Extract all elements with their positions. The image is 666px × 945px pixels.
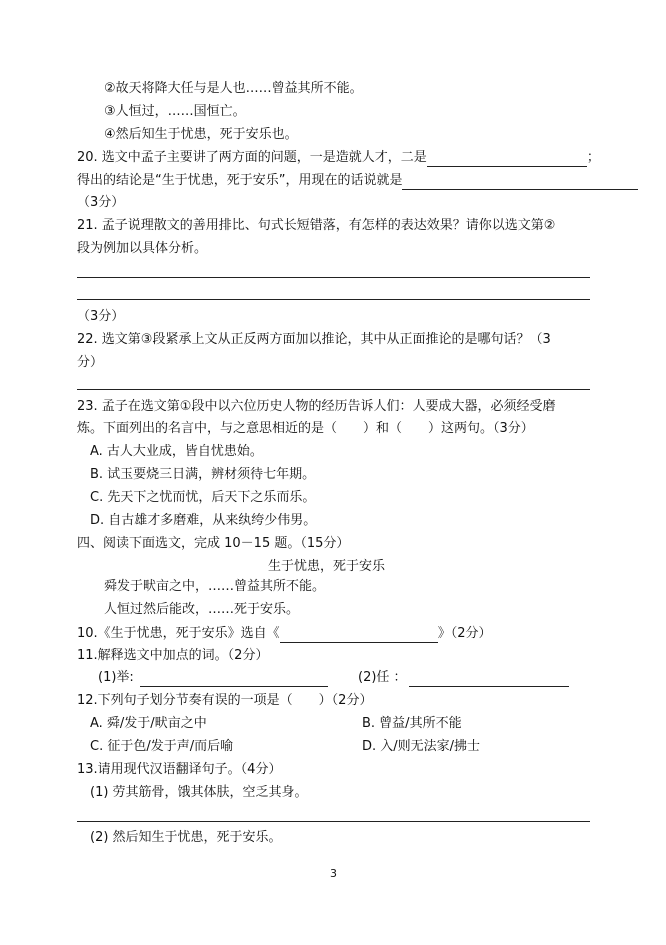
question-12-option-d: D. 入/则无法家/拂士 <box>362 739 481 754</box>
question-10-text: 10.《生于忧患，死于安乐》选自《 <box>77 626 280 641</box>
question-21-line-2: 段为例加以具体分析。 <box>77 241 208 256</box>
question-13: 13.请用现代汉语翻译句子。（4分） <box>77 762 282 777</box>
section-4-passage-1: 舜发于畎亩之中，……曾益其所不能。 <box>104 579 326 594</box>
answer-blank-11-2[interactable] <box>409 672 569 687</box>
passage-line-2: ②故天将降大任与是人也……曾益其所不能。 <box>104 81 363 96</box>
section-4-passage-2: 人恒过然后能改，……死于安乐。 <box>104 602 300 617</box>
question-20-text-a: 20. 选文中孟子主要讲了两方面的问题，一是造就人才，二是 <box>77 150 427 165</box>
question-23-option-c: C. 先天下之忧而忧，后天下之乐而乐。 <box>90 490 316 505</box>
section-4-title: 生于忧患，死于安乐 <box>268 559 386 574</box>
answer-line-13-1[interactable] <box>77 821 590 822</box>
question-12-option-c: C. 征于色/发于声/而后喻 <box>90 739 234 754</box>
question-22-line-2: 分） <box>77 355 104 370</box>
question-12-option-a: A. 舜/发于/畎亩之中 <box>90 716 207 731</box>
answer-line-22[interactable] <box>77 389 590 390</box>
passage-line-4: ④然后知生于忧患，死于安乐也。 <box>104 127 298 142</box>
answer-blank-20a[interactable] <box>427 152 587 167</box>
answer-line-21b[interactable] <box>77 299 590 300</box>
question-23-line-1: 23. 孟子在选文第①段中以六位历史人物的经历告诉人们：人要成大器，必须经受磨 <box>77 399 556 414</box>
question-21-score: （3分） <box>77 309 125 324</box>
question-23-line-2: 炼。下面列出的名言中，与之意思相近的是（ ）和（ ）这两句。（3分） <box>77 421 534 436</box>
section-4-heading: 四、阅读下面选文，完成 10－15 题。（15分） <box>77 536 350 551</box>
question-11: 11.解释选文中加点的词。（2分） <box>77 648 269 663</box>
question-23-option-d: D. 自古雄才多磨难，从来纨绔少伟男。 <box>90 513 317 528</box>
question-20-semicolon: ； <box>586 150 600 165</box>
page-number: 3 <box>330 867 337 880</box>
question-20-text-b: 得出的结论是“生于忧患，死于安乐”，用现在的话说就是 <box>77 173 403 188</box>
question-23-option-a: A. 古人大业成，皆自忧患始。 <box>90 444 263 459</box>
question-12-option-b: B. 曾益/其所不能 <box>362 716 462 731</box>
answer-blank-20b[interactable] <box>402 175 638 190</box>
question-20-line-1 <box>77 149 600 167</box>
question-22-line-1: 22. 选文第③段紧承上文从正反两方面加以推论，其中从正面推论的是哪句话？（3 <box>77 332 551 347</box>
question-11-item-2 <box>358 669 569 687</box>
question-11-label-2: (2)任 ： <box>358 670 407 685</box>
question-21-line-1: 21. 孟子说理散文的善用排比、句式长短错落，有怎样的表达效果？请你以选文第② <box>77 218 556 233</box>
question-12: 12.下列句子划分节奏有误的一项是（ ）（2分） <box>77 693 373 708</box>
passage-line-3: ③人恒过，……国恒亡。 <box>104 104 246 119</box>
answer-line-21a[interactable] <box>77 277 590 278</box>
question-23-option-b: B. 试玉要烧三日满，辨材须待七年期。 <box>90 467 316 482</box>
answer-blank-10[interactable] <box>280 628 438 643</box>
question-10-score: 》（2分） <box>437 626 492 641</box>
question-13-item-2: (2) 然后知生于忧患，死于安乐。 <box>90 830 282 845</box>
question-20-line-2 <box>77 172 638 190</box>
question-10 <box>77 625 491 643</box>
question-13-item-1: (1) 劳其筋骨，饿其体肤，空乏其身。 <box>90 785 308 800</box>
answer-blank-11-1[interactable] <box>140 672 328 687</box>
question-20-score: （3分） <box>77 195 125 210</box>
question-11-label-1: (1)举: <box>98 670 134 685</box>
question-11-item-1 <box>98 669 328 687</box>
